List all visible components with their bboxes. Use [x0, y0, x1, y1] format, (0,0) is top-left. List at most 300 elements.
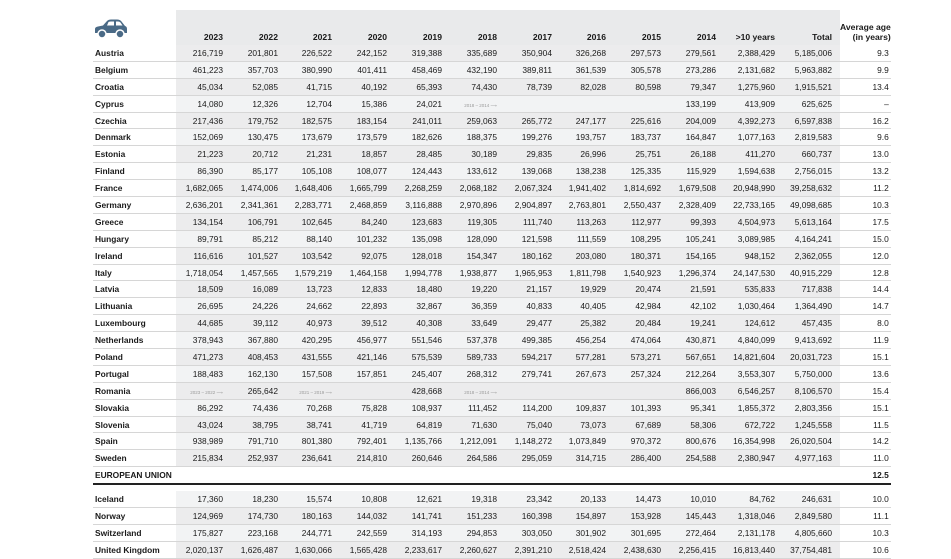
registration-count: 203,080: [560, 247, 614, 264]
registration-count: 5,750,000: [783, 365, 840, 382]
registration-count: 389,811: [505, 61, 560, 78]
average-age-value: 15.0: [840, 230, 891, 247]
registration-count: 245,407: [395, 365, 450, 382]
registration-count: 64,819: [395, 416, 450, 433]
registration-count: 1,296,374: [669, 264, 724, 281]
registration-count: 12,326: [231, 95, 286, 112]
eu-empty-cell: [724, 467, 783, 484]
registration-count: 2,380,947: [724, 450, 783, 467]
registration-count: 154,347: [450, 247, 505, 264]
registration-count: 101,527: [231, 247, 286, 264]
column-header: 2021: [286, 10, 340, 45]
eu-empty-cell: [395, 467, 450, 484]
registration-count: 254,588: [669, 450, 724, 467]
registration-count: 411,270: [724, 146, 783, 163]
registration-count: 367,880: [231, 332, 286, 349]
table-row: [93, 281, 891, 298]
registration-count: 42,984: [614, 298, 669, 315]
registration-count: 2,803,356: [783, 399, 840, 416]
registration-count: 115,929: [669, 163, 724, 180]
registration-count: 86,292: [176, 399, 231, 416]
table-row: [93, 399, 891, 416]
registration-count: 128,090: [450, 230, 505, 247]
average-age-value: 13.4: [840, 78, 891, 95]
registration-count: 1,855,372: [724, 399, 783, 416]
average-age-value: 14.2: [840, 433, 891, 450]
registration-count: 2,131,178: [724, 524, 783, 541]
registration-count: 38,795: [231, 416, 286, 433]
registration-count: 413,909: [724, 95, 783, 112]
registration-count: 24,226: [231, 298, 286, 315]
eu-empty-cell: [505, 467, 560, 484]
registration-count: 408,453: [231, 349, 286, 366]
registration-count: [560, 382, 614, 399]
registration-count: 2,268,259: [395, 180, 450, 197]
average-age-header-line1: Average age: [840, 22, 891, 32]
registration-count: 2,391,210: [505, 541, 560, 558]
table-row: [93, 247, 891, 264]
column-header: 2023: [176, 10, 231, 45]
registration-count: 78,739: [505, 78, 560, 95]
registration-count: 116,616: [176, 247, 231, 264]
registration-count: 241,011: [395, 112, 450, 129]
registration-count: 216,719: [176, 45, 231, 61]
column-header: 2017: [505, 10, 560, 45]
table-row: [93, 491, 891, 507]
table-row: [93, 146, 891, 163]
registration-count: 25,382: [560, 315, 614, 332]
registration-count: 103,542: [286, 247, 340, 264]
registration-count: 16,089: [231, 281, 286, 298]
registration-count: 1,212,091: [450, 433, 505, 450]
registration-count: 2,849,580: [783, 508, 840, 525]
country-name: Sweden: [93, 450, 176, 467]
registration-count: 1,648,406: [286, 180, 340, 197]
registration-count: [450, 95, 505, 112]
registration-count: 36,359: [450, 298, 505, 315]
registration-count: 74,430: [450, 78, 505, 95]
eu-empty-cell: [286, 467, 340, 484]
registration-count: 39,112: [231, 315, 286, 332]
registration-count: 20,474: [614, 281, 669, 298]
registration-count: 286,400: [614, 450, 669, 467]
registration-count: 9,413,692: [783, 332, 840, 349]
eu-empty-cell: [783, 467, 840, 484]
registration-count: 1,364,490: [783, 298, 840, 315]
registration-count: 357,703: [231, 61, 286, 78]
registration-count: 188,483: [176, 365, 231, 382]
average-age-value: 12.0: [840, 247, 891, 264]
country-name: Poland: [93, 349, 176, 366]
registration-count: 326,268: [560, 45, 614, 61]
registration-count: 20,712: [231, 146, 286, 163]
registration-count: 1,811,798: [560, 264, 614, 281]
registration-count: 42,102: [669, 298, 724, 315]
registration-count: 33,649: [450, 315, 505, 332]
registration-count: 84,762: [724, 491, 783, 507]
country-name: Luxembourg: [93, 315, 176, 332]
registration-count: 153,928: [614, 508, 669, 525]
registration-count: 279,561: [669, 45, 724, 61]
registration-count: 1,275,960: [724, 78, 783, 95]
registration-count: 114,200: [505, 399, 560, 416]
average-age-value: 14.7: [840, 298, 891, 315]
registration-count: 1,464,158: [340, 264, 395, 281]
country-name: Hungary: [93, 230, 176, 247]
country-name: Belgium: [93, 61, 176, 78]
registration-count: 84,240: [340, 213, 395, 230]
table-row: [93, 163, 891, 180]
registration-count: 335,689: [450, 45, 505, 61]
column-header: 2020: [340, 10, 395, 45]
country-name: Iceland: [93, 491, 176, 507]
registration-count: 672,722: [724, 416, 783, 433]
average-age-value: 11.0: [840, 450, 891, 467]
average-age-header-line2: (in years): [852, 32, 891, 42]
registration-count: 37,754,481: [783, 541, 840, 558]
registration-count: 428,668: [395, 382, 450, 399]
registration-count: 188,375: [450, 129, 505, 146]
registration-count: 89,791: [176, 230, 231, 247]
table-row: [93, 508, 891, 525]
registration-count: 18,230: [231, 491, 286, 507]
registration-count: 1,540,923: [614, 264, 669, 281]
average-age-value: 11.5: [840, 416, 891, 433]
registration-count: 260,646: [395, 450, 450, 467]
average-age-value: 10.6: [840, 541, 891, 558]
average-age-value: –: [840, 95, 891, 112]
registration-count: 24,021: [395, 95, 450, 112]
registration-count: 24,147,530: [724, 264, 783, 281]
registration-count: 319,388: [395, 45, 450, 61]
average-age-value: 15.4: [840, 382, 891, 399]
table-row: [93, 78, 891, 95]
registration-count: 1,679,508: [669, 180, 724, 197]
registration-count: 1,073,849: [560, 433, 614, 450]
registration-count: 1,915,521: [783, 78, 840, 95]
registration-count: 29,835: [505, 146, 560, 163]
registration-count: 3,116,888: [395, 197, 450, 214]
registration-count: 38,741: [286, 416, 340, 433]
country-name: Ireland: [93, 247, 176, 264]
registration-count: 2,468,859: [340, 197, 395, 214]
registration-count: 236,641: [286, 450, 340, 467]
registration-count: 24,662: [286, 298, 340, 315]
registration-count: 5,185,006: [783, 45, 840, 61]
registration-count: 133,612: [450, 163, 505, 180]
registration-count: 12,704: [286, 95, 340, 112]
table-row: [93, 112, 891, 129]
column-header: 2019: [395, 10, 450, 45]
registration-count: 6,546,257: [724, 382, 783, 399]
registration-count: 16,813,440: [724, 541, 783, 558]
registration-count: 214,810: [340, 450, 395, 467]
registration-count: 26,188: [669, 146, 724, 163]
registration-count: 133,199: [669, 95, 724, 112]
eu-empty-cell: [340, 467, 395, 484]
registration-count: 297,573: [614, 45, 669, 61]
country-name: Switzerland: [93, 524, 176, 541]
registration-count: 314,715: [560, 450, 614, 467]
average-age-value: 13.6: [840, 365, 891, 382]
grouped-years-note: 2021 – 2019 ⟶: [299, 389, 332, 395]
registration-count: 8,106,570: [783, 382, 840, 399]
registration-count: 792,401: [340, 433, 395, 450]
registration-count: 111,452: [450, 399, 505, 416]
country-name: United Kingdom: [93, 541, 176, 558]
registration-count: 1,565,428: [340, 541, 395, 558]
average-age-value: 17.5: [840, 213, 891, 230]
registration-count: 22,733,165: [724, 197, 783, 214]
registration-count: 125,335: [614, 163, 669, 180]
registration-count: 40,405: [560, 298, 614, 315]
registration-count: 301,695: [614, 524, 669, 541]
registration-count: 201,801: [231, 45, 286, 61]
average-age-value: 9.9: [840, 61, 891, 78]
country-name: Austria: [93, 45, 176, 61]
registration-count: 101,393: [614, 399, 669, 416]
registration-count: 105,241: [669, 230, 724, 247]
registration-count: 26,695: [176, 298, 231, 315]
country-name: Italy: [93, 264, 176, 281]
registration-count: 4,392,273: [724, 112, 783, 129]
table-body: [93, 45, 891, 558]
country-name: Finland: [93, 163, 176, 180]
registration-count: 567,651: [669, 349, 724, 366]
grouped-years-note: 2023 – 2022 ⟶: [190, 389, 223, 395]
registration-count: 6,597,838: [783, 112, 840, 129]
registration-count: 4,164,241: [783, 230, 840, 247]
registration-count: 157,851: [340, 365, 395, 382]
registration-count: 970,372: [614, 433, 669, 450]
country-name: Czechia: [93, 112, 176, 129]
registration-count: 183,737: [614, 129, 669, 146]
country-name: Latvia: [93, 281, 176, 298]
registration-count: 551,546: [395, 332, 450, 349]
registration-count: 85,212: [231, 230, 286, 247]
registration-count: 40,308: [395, 315, 450, 332]
column-header: 2022: [231, 10, 286, 45]
average-age-value: 14.4: [840, 281, 891, 298]
registration-count: 71,630: [450, 416, 505, 433]
average-age-value: 15.1: [840, 349, 891, 366]
table-row: [93, 433, 891, 450]
european-union-total-row: [93, 467, 891, 484]
registration-count: 225,616: [614, 112, 669, 129]
column-header: 2018: [450, 10, 505, 45]
registration-count: 19,220: [450, 281, 505, 298]
car-icon: [93, 18, 129, 40]
registration-count: 40,915,229: [783, 264, 840, 281]
registration-count: 2,341,361: [231, 197, 286, 214]
registration-count: 1,135,766: [395, 433, 450, 450]
registration-count: 182,626: [395, 129, 450, 146]
registration-count: 45,034: [176, 78, 231, 95]
spacer-cell: [93, 484, 891, 491]
registration-count: 378,943: [176, 332, 231, 349]
registration-count: 2,388,429: [724, 45, 783, 61]
registration-count: 13,723: [286, 281, 340, 298]
registration-count: 305,578: [614, 61, 669, 78]
table-row: [93, 230, 891, 247]
registration-count: 19,318: [450, 491, 505, 507]
registration-count: 212,264: [669, 365, 724, 382]
registration-count: 154,165: [669, 247, 724, 264]
registration-count: 30,189: [450, 146, 505, 163]
registration-count: 1,077,163: [724, 129, 783, 146]
registration-count: 18,480: [395, 281, 450, 298]
average-age-value: 8.0: [840, 315, 891, 332]
registration-count: [450, 382, 505, 399]
registration-count: 499,385: [505, 332, 560, 349]
average-age-value: 10.0: [840, 491, 891, 507]
registration-count: 2,020,137: [176, 541, 231, 558]
registration-count: 14,821,604: [724, 349, 783, 366]
registration-count: 3,089,985: [724, 230, 783, 247]
eu-empty-cell: [614, 467, 669, 484]
registration-count: 5,613,164: [783, 213, 840, 230]
registration-count: 2,636,201: [176, 197, 231, 214]
registration-count: 2,068,182: [450, 180, 505, 197]
registration-count: 25,751: [614, 146, 669, 163]
registration-count: 15,574: [286, 491, 340, 507]
registration-count: 660,737: [783, 146, 840, 163]
registration-count: 589,733: [450, 349, 505, 366]
registration-count: 1,630,066: [286, 541, 340, 558]
table-row: [93, 416, 891, 433]
registration-count: 3,553,307: [724, 365, 783, 382]
registration-count: 800,676: [669, 433, 724, 450]
registration-count: 2,970,896: [450, 197, 505, 214]
registration-count: 128,018: [395, 247, 450, 264]
registration-count: 1,665,799: [340, 180, 395, 197]
table-row: [93, 315, 891, 332]
registration-count: 301,902: [560, 524, 614, 541]
registration-count: 279,741: [505, 365, 560, 382]
registration-count: 175,827: [176, 524, 231, 541]
registration-count: 108,937: [395, 399, 450, 416]
registration-count: 160,398: [505, 508, 560, 525]
registration-count: 361,539: [560, 61, 614, 78]
table-row: [93, 197, 891, 214]
registration-count: 102,645: [286, 213, 340, 230]
registration-count: 28,485: [395, 146, 450, 163]
registration-count: 10,010: [669, 491, 724, 507]
registration-count: 2,362,055: [783, 247, 840, 264]
section-spacer: [93, 484, 891, 491]
registration-count: 625,625: [783, 95, 840, 112]
registration-count: 124,443: [395, 163, 450, 180]
registration-count: 173,579: [340, 129, 395, 146]
registration-count: 58,306: [669, 416, 724, 433]
average-age-value: 13.0: [840, 146, 891, 163]
registration-count: 180,162: [505, 247, 560, 264]
registration-count: 1,682,065: [176, 180, 231, 197]
registration-count: 350,904: [505, 45, 560, 61]
grouped-years-note: 2018 – 2014 ⟶: [464, 389, 497, 395]
registration-count: 457,435: [783, 315, 840, 332]
registration-count: 12,833: [340, 281, 395, 298]
registration-count: 86,390: [176, 163, 231, 180]
registration-count: 108,077: [340, 163, 395, 180]
eu-empty-cell: [450, 467, 505, 484]
registration-count: 267,673: [560, 365, 614, 382]
registration-count: 717,838: [783, 281, 840, 298]
registration-count: 75,040: [505, 416, 560, 433]
registration-count: 420,295: [286, 332, 340, 349]
table-row: [93, 180, 891, 197]
registration-count: 2,131,682: [724, 61, 783, 78]
registration-count: 1,994,778: [395, 264, 450, 281]
table-row: [93, 61, 891, 78]
table-row: [93, 264, 891, 281]
table-row: [93, 95, 891, 112]
registration-count: 21,157: [505, 281, 560, 298]
registration-count: 73,073: [560, 416, 614, 433]
table-row: [93, 450, 891, 467]
average-age-value: 16.2: [840, 112, 891, 129]
registration-count: 575,539: [395, 349, 450, 366]
registration-count: [614, 382, 669, 399]
registration-count: 247,177: [560, 112, 614, 129]
registration-count: 113,263: [560, 213, 614, 230]
registration-count: 14,473: [614, 491, 669, 507]
registration-count: 461,223: [176, 61, 231, 78]
registration-count: 303,050: [505, 524, 560, 541]
registration-count: 2,518,424: [560, 541, 614, 558]
registration-count: 121,598: [505, 230, 560, 247]
registration-count: 111,740: [505, 213, 560, 230]
registration-count: [614, 95, 669, 112]
registration-count: 138,238: [560, 163, 614, 180]
registration-count: 252,937: [231, 450, 286, 467]
registration-count: 29,477: [505, 315, 560, 332]
registration-count: 577,281: [560, 349, 614, 366]
registration-count: 314,193: [395, 524, 450, 541]
registration-count: 217,436: [176, 112, 231, 129]
registration-count: 5,963,882: [783, 61, 840, 78]
registration-count: 26,996: [560, 146, 614, 163]
registration-count: 19,929: [560, 281, 614, 298]
country-name: Slovakia: [93, 399, 176, 416]
registration-count: 273,286: [669, 61, 724, 78]
table-row: [93, 349, 891, 366]
registration-count: 119,305: [450, 213, 505, 230]
column-header: 2015: [614, 10, 669, 45]
registration-count: 2,256,415: [669, 541, 724, 558]
registration-count: 193,757: [560, 129, 614, 146]
column-header: >10 years: [724, 10, 783, 45]
registration-count: 259,063: [450, 112, 505, 129]
average-age-value: 11.1: [840, 508, 891, 525]
registration-count: 474,064: [614, 332, 669, 349]
registration-count: 15,386: [340, 95, 395, 112]
country-name: Slovenia: [93, 416, 176, 433]
registration-count: 1,965,953: [505, 264, 560, 281]
registration-count: [505, 95, 560, 112]
registration-count: 80,598: [614, 78, 669, 95]
registration-count: 16,354,998: [724, 433, 783, 450]
registration-count: 74,436: [231, 399, 286, 416]
registration-count: 456,977: [340, 332, 395, 349]
registration-count: 20,948,990: [724, 180, 783, 197]
registration-count: 23,342: [505, 491, 560, 507]
registration-count: 242,559: [340, 524, 395, 541]
header-icon-cell: [93, 10, 176, 45]
table-row: [93, 524, 891, 541]
registration-count: 4,504,973: [724, 213, 783, 230]
registration-count: 1,594,638: [724, 163, 783, 180]
